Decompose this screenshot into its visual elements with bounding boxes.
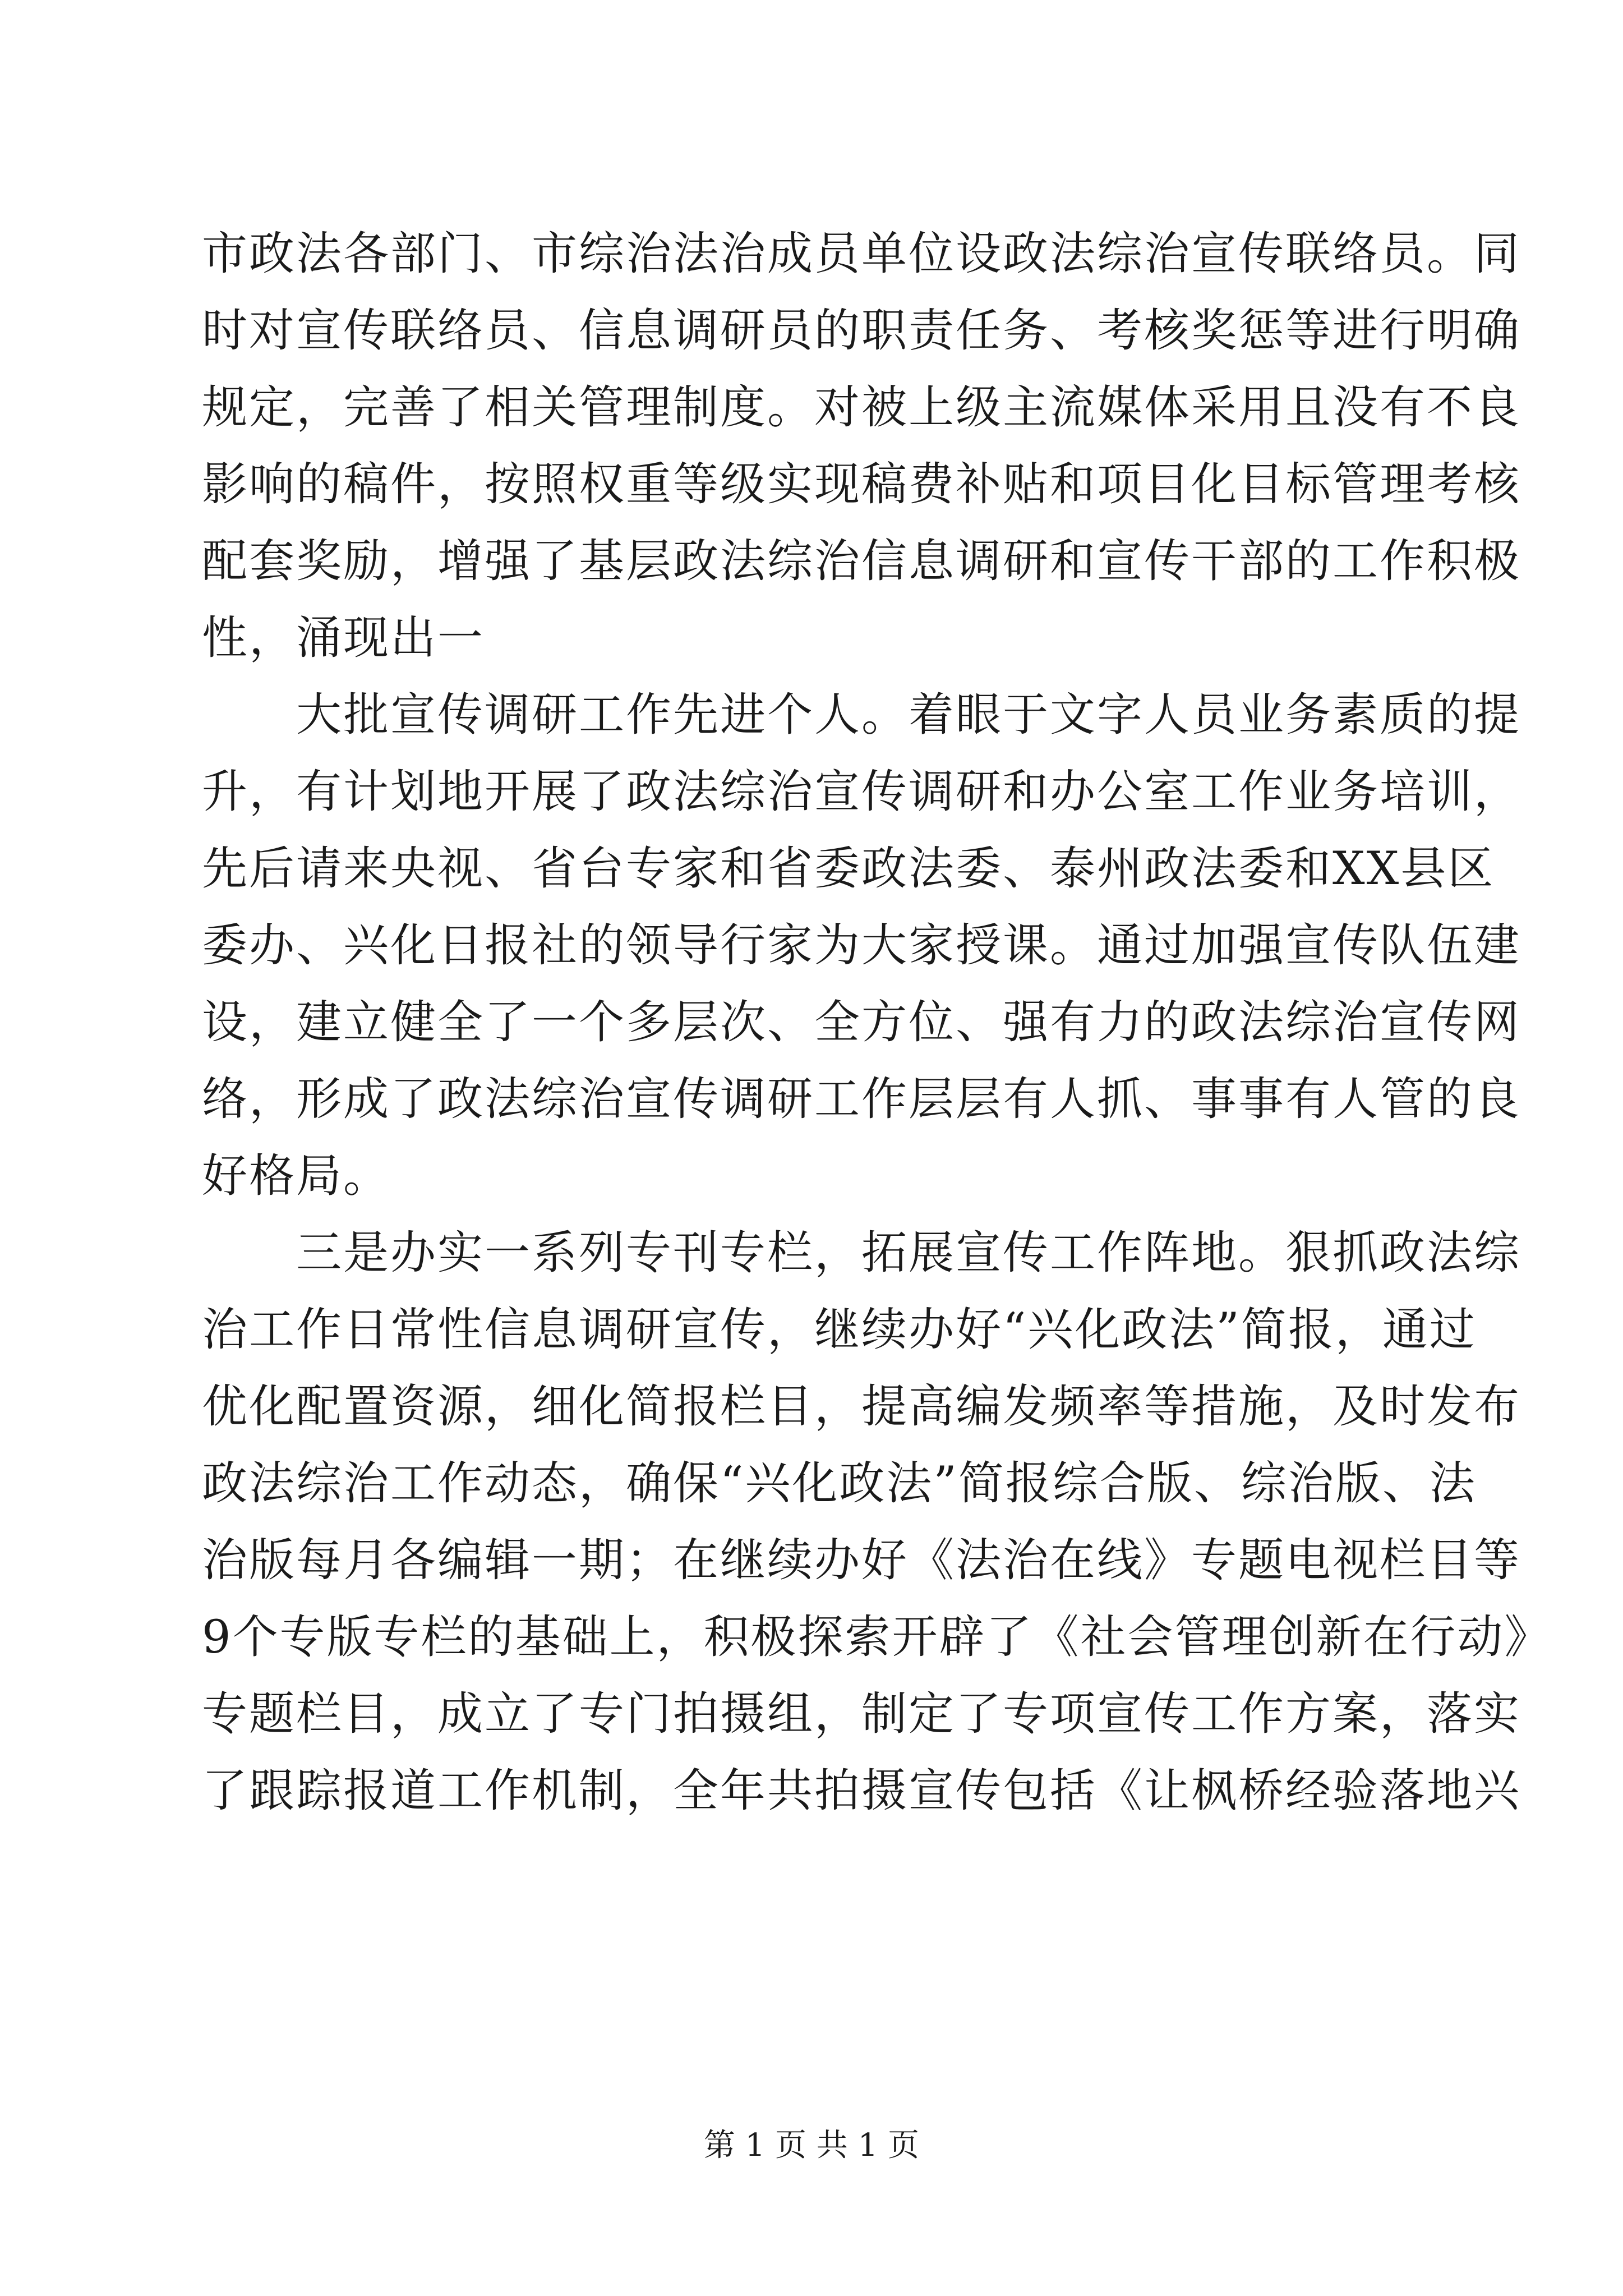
text-line: 委办、兴化日报社的领导行家为大家授课。通过加强宣传队伍建	[202, 919, 1521, 972]
text-line: 大批宣传调研工作先进个人。着眼于文字人员业务素质的提	[296, 689, 1521, 742]
text-line: 了跟踪报道工作机制，全年共拍摄宣传包括《让枫桥经验落地兴	[202, 1765, 1521, 1818]
paragraph	[202, 216, 1521, 677]
text-line: 政法综治工作动态，确保“兴化政法”简报综合版、综治版、法	[202, 1457, 1477, 1510]
text-line: 9个专版专栏的基础上，积极探索开辟了《社会管理创新在行动》	[202, 1611, 1552, 1664]
text-line: 市政法各部门、市综治法治成员单位设政法综治宣传联络员。同	[202, 228, 1521, 280]
text-line: 好格局。	[202, 1150, 391, 1203]
text-line: 治版每月各编辑一期；在继续办好《法治在线》专题电视栏目等	[202, 1534, 1521, 1587]
text-line: 治工作日常性信息调研宣传，继续办好“兴化政法”简报，通过	[202, 1304, 1477, 1356]
text-line: 优化配置资源，细化简报栏目，提高编发频率等措施，及时发布	[202, 1381, 1521, 1433]
text-line: 升，有计划地开展了政法综治宣传调研和办公室工作业务培训，	[202, 766, 1521, 818]
text-line: 时对宣传联络员、信息调研员的职责任务、考核奖惩等进行明确	[202, 305, 1521, 357]
text-line: 设，建立健全了一个多层次、全方位、强有力的政法综治宣传网	[202, 996, 1521, 1049]
text-line: 三是办实一系列专刊专栏，拓展宣传工作阵地。狠抓政法综	[296, 1227, 1521, 1280]
text-line: 络，形成了政法综治宣传调研工作层层有人抓、事事有人管的良	[202, 1073, 1521, 1126]
paragraph	[202, 677, 1521, 1215]
text-line: 性，涌现出一	[202, 612, 485, 665]
text-line: 影响的稿件，按照权重等级实现稿费补贴和项目化目标管理考核	[202, 458, 1521, 511]
text-line: 配套奖励，增强了基层政法综治信息调研和宣传干部的工作积极	[202, 535, 1521, 588]
document-body	[202, 216, 1552, 1830]
text-line: 专题栏目，成立了专门拍摄组，制定了专项宣传工作方案，落实	[202, 1688, 1521, 1741]
text-line: 先后请来央视、省台专家和省委政法委、泰州政法委和XX县区	[202, 843, 1495, 895]
text-line: 规定，完善了相关管理制度。对被上级主流媒体采用且没有不良	[202, 381, 1521, 434]
paragraph	[202, 1215, 1552, 1830]
page-footer: 第 1 页 共 1 页	[703, 2127, 920, 2164]
